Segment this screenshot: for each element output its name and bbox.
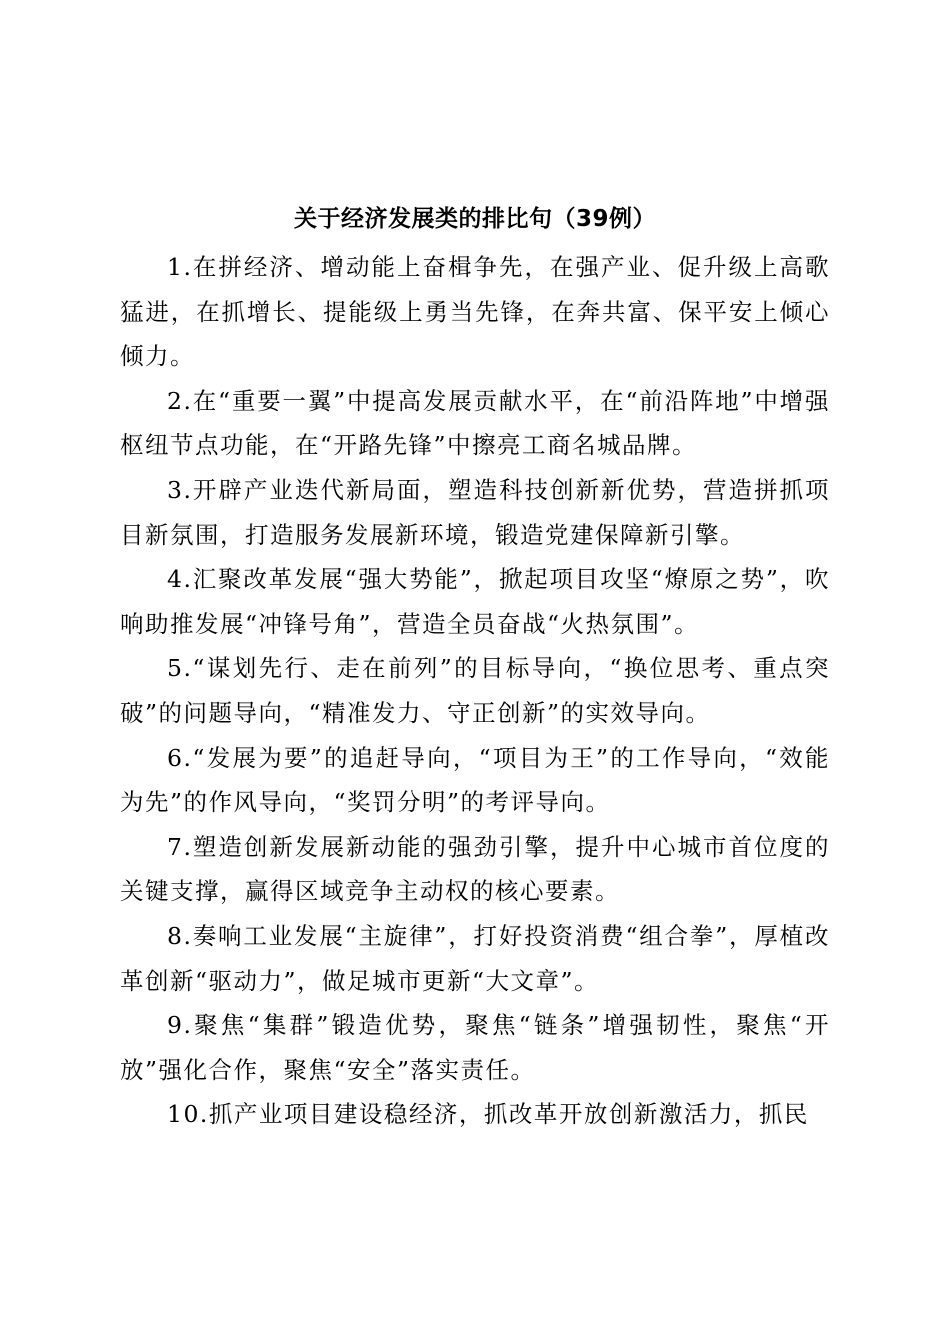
paragraph-2: 2.在“重要一翼”中提高发展贡献水平，在“前沿阵地”中增强枢纽节点功能，在“开路先锋”中擦亮工商名城品牌。	[120, 386, 830, 460]
paragraph-9: 9.聚焦“集群”锻造优势，聚焦“链条”增强韧性，聚焦“开放”强化合作，聚焦“安全”落实责任。	[120, 1011, 830, 1084]
paragraph-7: 7.塑造创新发展新动能的强劲引擎，提升中心城市首位度的关键支撑，赢得区域竞争主动权的核心要素。	[120, 832, 830, 906]
paragraph-1: 1.在拼经济、增动能上奋楫争先，在强产业、促升级上高歌猛进，在抓增长、提能级上勇当先锋，在奔共富、保平安上倾心倾力。	[120, 253, 830, 371]
paragraph-3: 3.开辟产业迭代新局面，塑造科技创新新优势，营造拼抓项目新氛围，打造服务发展新环境，锻造党建保障新引擎。	[120, 475, 830, 549]
paragraph-10: 10.抓产业项目建设稳经济，抓改革开放创新激活力，抓民	[167, 1100, 809, 1129]
paragraph-6: 6.“发展为要”的追赶导向，“项目为王”的工作导向，“效能为先”的作风导向，“奖罚分明”的考评导向。	[120, 743, 830, 817]
document-body	[120, 245, 830, 1137]
paragraph-4: 4.汇聚改革发展“强大势能”，掀起项目攻坚“燎原之势”，吹响助推发展“冲锋号角”，营造全员奋战“火热氛围”。	[120, 565, 830, 638]
document-title: 关于经济发展类的排比句（39例）	[293, 206, 656, 232]
paragraph-5: 5.“谋划先行、走在前列”的目标导向，“换位思考、重点突破”的问题导向，“精准发力、守正创新”的实效导向。	[120, 654, 830, 727]
paragraph-8: 8.奏响工业发展“主旋律”，打好投资消费“组合拳”，厚植改革创新“驱动力”，做足城市更新“大文章”。	[120, 921, 830, 995]
